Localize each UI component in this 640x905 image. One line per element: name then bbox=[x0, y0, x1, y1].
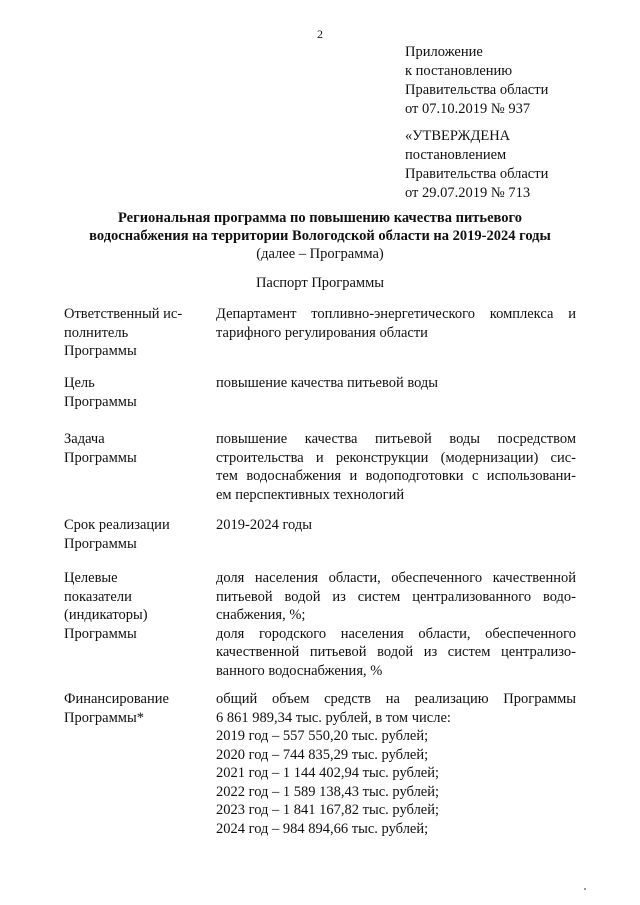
label-line: Цель bbox=[64, 375, 95, 391]
value-line: снабжения, %; bbox=[216, 607, 306, 623]
value-line: питьевой водой из систем централизованного водо- bbox=[216, 588, 576, 605]
passport-heading: Паспорт Программы bbox=[255, 275, 385, 291]
appendix-line: к постановлению bbox=[405, 63, 513, 79]
approved-line: от 29.07.2019 № 713 bbox=[405, 185, 531, 201]
value-line: качественной питьевой водой из систем централизо- bbox=[216, 644, 576, 660]
label-line: Ответственный ис- bbox=[64, 306, 183, 322]
label-line: (индикаторы) bbox=[64, 607, 148, 623]
row-value bbox=[216, 374, 576, 393]
value-line: повышение качества питьевой воды посредством bbox=[216, 431, 576, 447]
value-line: 2022 год – 1 589 138,43 тыс. рублей; bbox=[216, 783, 440, 800]
appendix-line: от 07.10.2019 № 937 bbox=[405, 101, 531, 117]
approved-line: Правительства области bbox=[405, 166, 549, 182]
row-label bbox=[64, 305, 204, 361]
appendix-line: Правительства области bbox=[405, 82, 549, 98]
label-line: Программы bbox=[64, 393, 137, 410]
label-line: Программы bbox=[64, 535, 137, 552]
label-line: показатели bbox=[64, 588, 132, 605]
value-line: общий объем средств на реализацию Программы bbox=[216, 691, 576, 707]
label-line: Программы bbox=[64, 343, 137, 359]
value-line: 2023 год – 1 841 167,82 тыс. рублей; bbox=[216, 802, 440, 818]
label-line: Срок реализации bbox=[64, 517, 170, 533]
program-title-line1: Региональная программа по повышению качества питьевого bbox=[118, 210, 522, 226]
row-label bbox=[64, 374, 204, 411]
value-line: повышение качества питьевой воды bbox=[216, 375, 439, 391]
value-line: ем перспективных технологий bbox=[216, 486, 405, 503]
approved-line: постановлением bbox=[405, 147, 507, 163]
approved-block bbox=[405, 127, 548, 203]
row-label bbox=[64, 516, 204, 553]
value-line: доля населения области, обеспеченного качественной bbox=[216, 570, 576, 586]
value-line: доля городского населения области, обеспеченного bbox=[216, 625, 576, 642]
row-label bbox=[64, 430, 204, 467]
approved-line: «УТВЕРЖДЕНА bbox=[405, 128, 511, 144]
appendix-block bbox=[405, 43, 548, 119]
label-line: полнитель bbox=[64, 324, 129, 341]
value-line: 6 861 989,34 тыс. рублей, в том числе: bbox=[216, 709, 451, 726]
row-value bbox=[216, 690, 576, 838]
page-number: 2 bbox=[317, 27, 323, 41]
scan-speck bbox=[584, 888, 586, 890]
row-value bbox=[216, 430, 576, 504]
row-value bbox=[216, 516, 576, 535]
label-line: Целевые bbox=[64, 570, 118, 586]
row-value bbox=[216, 305, 576, 342]
value-line: 2020 год – 744 835,29 тыс. рублей; bbox=[216, 746, 429, 763]
value-line: 2021 год – 1 144 402,94 тыс. рублей; bbox=[216, 765, 440, 781]
row-label bbox=[64, 569, 204, 643]
row-value bbox=[216, 569, 576, 680]
value-line: 2019 год – 557 550,20 тыс. рублей; bbox=[216, 728, 429, 744]
program-title-line2: водоснабжения на территории Вологодской области на 2019-2024 годы bbox=[89, 228, 551, 244]
label-line: Финансирование bbox=[64, 691, 169, 707]
program-title-note: (далее – Программа) bbox=[256, 246, 384, 262]
value-line: ванного водоснабжения, % bbox=[216, 662, 383, 679]
label-line: Программы bbox=[64, 449, 137, 466]
value-line: Департамент топливно-энергетического комплекса и bbox=[216, 306, 576, 322]
value-line: 2019-2024 годы bbox=[216, 517, 312, 533]
label-line: Задача bbox=[64, 431, 105, 447]
label-line: Программы bbox=[64, 625, 137, 642]
value-line: тем водоснабжения и водоподготовки с использовани- bbox=[216, 468, 576, 484]
appendix-line: Приложение bbox=[405, 44, 483, 60]
value-line: 2024 год – 984 894,66 тыс. рублей; bbox=[216, 820, 429, 837]
row-label bbox=[64, 690, 204, 727]
label-line: Программы* bbox=[64, 709, 144, 726]
value-line: строительства и реконструкции (модернизации) сис- bbox=[216, 449, 576, 466]
value-line: тарифного регулирования области bbox=[216, 324, 428, 341]
